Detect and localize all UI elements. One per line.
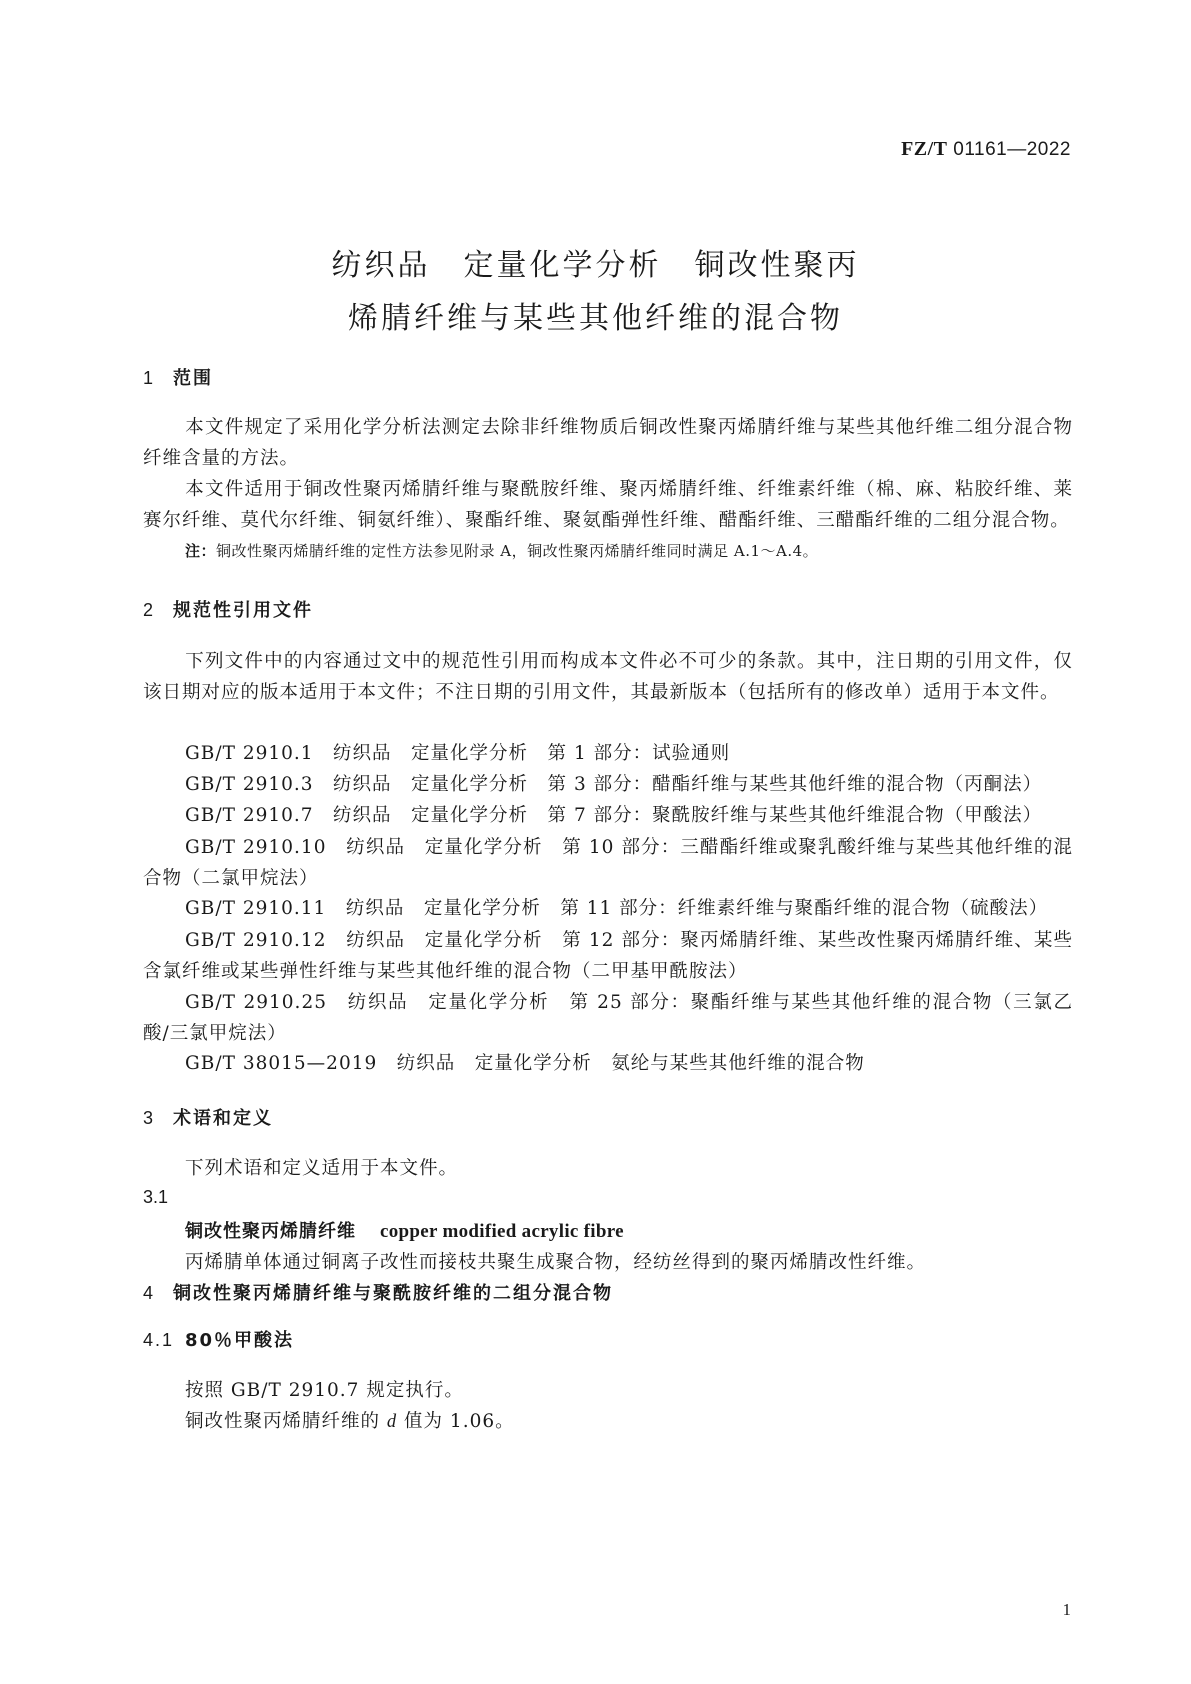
note-label: 注： [185,542,217,560]
term-definition: 丙烯腈单体通过铜离子改性而接枝共聚生成聚合物，经纺丝得到的聚丙烯腈改性纤维。 [185,1252,927,1273]
reference-item [143,925,1073,987]
d-variable: d [386,1412,398,1432]
reference-item: GB/T 2910.3 纺织品 定量化学分析 第 3 部分：醋酯纤维与某些其他纤维的混合物（丙酮法） [185,774,1043,795]
section-1-number: 1 [143,368,156,388]
subsection-4-1-line-1: 按照 GB/T 2910.7 规定执行。 [185,1380,464,1401]
section-4-number: 4 [143,1283,156,1303]
section-1-paragraph-1 [143,412,1073,474]
subsection-4-1-title: 80％甲酸法 [185,1330,295,1351]
term-entry [185,1217,624,1243]
section-4-heading [143,1279,613,1305]
section-3-title: 术语和定义 [173,1108,273,1129]
reference-item: GB/T 2910.7 纺织品 定量化学分析 第 7 部分：聚酰胺纤维与某些其他纤维混合物（甲酸法） [185,805,1043,826]
section-3-heading [143,1104,273,1130]
line-2-prefix: 铜改性聚丙烯腈纤维的 [185,1411,381,1432]
line-2-suffix: 值为 1.06。 [404,1411,515,1432]
section-2-intro-text: 下列文件中的内容通过文中的规范性引用而构成本文件必不可少的条款。其中，注日期的引用文件，仅该日期对应的版本适用于本文件；不注日期的引用文件，其最新版本（包括所有的修改单）适用于本文件。 [143,651,1073,703]
reference-item: GB/T 2910.11 纺织品 定量化学分析 第 11 部分：纤维素纤维与聚酯纤维的混合物（硫酸法） [185,898,1049,919]
reference-item [143,832,1073,894]
reference-item [143,987,1073,1049]
standard-code-number: 01161—2022 [953,139,1071,160]
reference-item-text: GB/T 2910.10 纺织品 定量化学分析 第 10 部分：三醋酯纤维或聚乳酸纤维与某些其他纤维的混合物（二氯甲烷法） [143,837,1073,889]
section-3-number: 3 [143,1108,156,1128]
section-2-intro [143,646,1073,708]
section-1-paragraph-2 [143,474,1073,536]
page-number: 1 [1062,1600,1071,1619]
term-chinese: 铜改性聚丙烯腈纤维 [185,1221,356,1242]
subsection-4-1-heading [143,1326,294,1352]
standard-code-prefix: FZ/T [901,138,948,160]
reference-item-text: GB/T 2910.25 纺织品 定量化学分析 第 25 部分：聚酯纤维与某些其他纤维的混合物（三氯乙酸/三氯甲烷法） [143,992,1073,1044]
document-title-line-1: 纺织品 定量化学分析 铜改性聚丙 [331,248,860,283]
document-title-line-2: 烯腈纤维与某些其他纤维的混合物 [348,301,843,336]
section-1-heading [143,364,213,390]
subsection-4-1-line-2 [185,1407,515,1433]
term-number: 3.1 [143,1187,169,1207]
section-2-title: 规范性引用文件 [173,600,313,621]
reference-item: GB/T 2910.1 纺织品 定量化学分析 第 1 部分：试验通则 [185,743,731,764]
section-3-intro: 下列术语和定义适用于本文件。 [185,1158,459,1179]
section-1-paragraph-2-text: 本文件适用于铜改性聚丙烯腈纤维与聚酰胺纤维、聚丙烯腈纤维、纤维素纤维（棉、麻、粘胶纤维、莱赛尔纤维、莫代尔纤维、铜氨纤维）、聚酯纤维、聚氨酯弹性纤维、醋酯纤维、三醋酯纤维的二组分混合物。 [143,479,1073,531]
section-1-paragraph-1-text: 本文件规定了采用化学分析法测定去除非纤维物质后铜改性聚丙烯腈纤维与某些其他纤维二组分混合物纤维含量的方法。 [143,417,1073,469]
subsection-4-1-number: 4.1 [143,1330,175,1350]
note-text: 铜改性聚丙烯腈纤维的定性方法参见附录 A，铜改性聚丙烯腈纤维同时满足 A.1～A.4。 [216,542,819,560]
term-english: copper modified acrylic fibre [380,1221,624,1242]
section-2-number: 2 [143,600,156,620]
reference-item: GB/T 38015—2019 纺织品 定量化学分析 氨纶与某些其他纤维的混合物 [185,1053,865,1074]
reference-item-text: GB/T 2910.12 纺织品 定量化学分析 第 12 部分：聚丙烯腈纤维、某些改性聚丙烯腈纤维、某些含氯纤维或某些弹性纤维与某些其他纤维的混合物（二甲基甲酰胺法） [143,930,1073,982]
standard-code [901,138,1071,161]
section-2-heading [143,596,313,622]
section-1-title: 范围 [173,368,213,389]
section-1-note [185,540,818,561]
section-4-title: 铜改性聚丙烯腈纤维与聚酰胺纤维的二组分混合物 [173,1283,613,1304]
